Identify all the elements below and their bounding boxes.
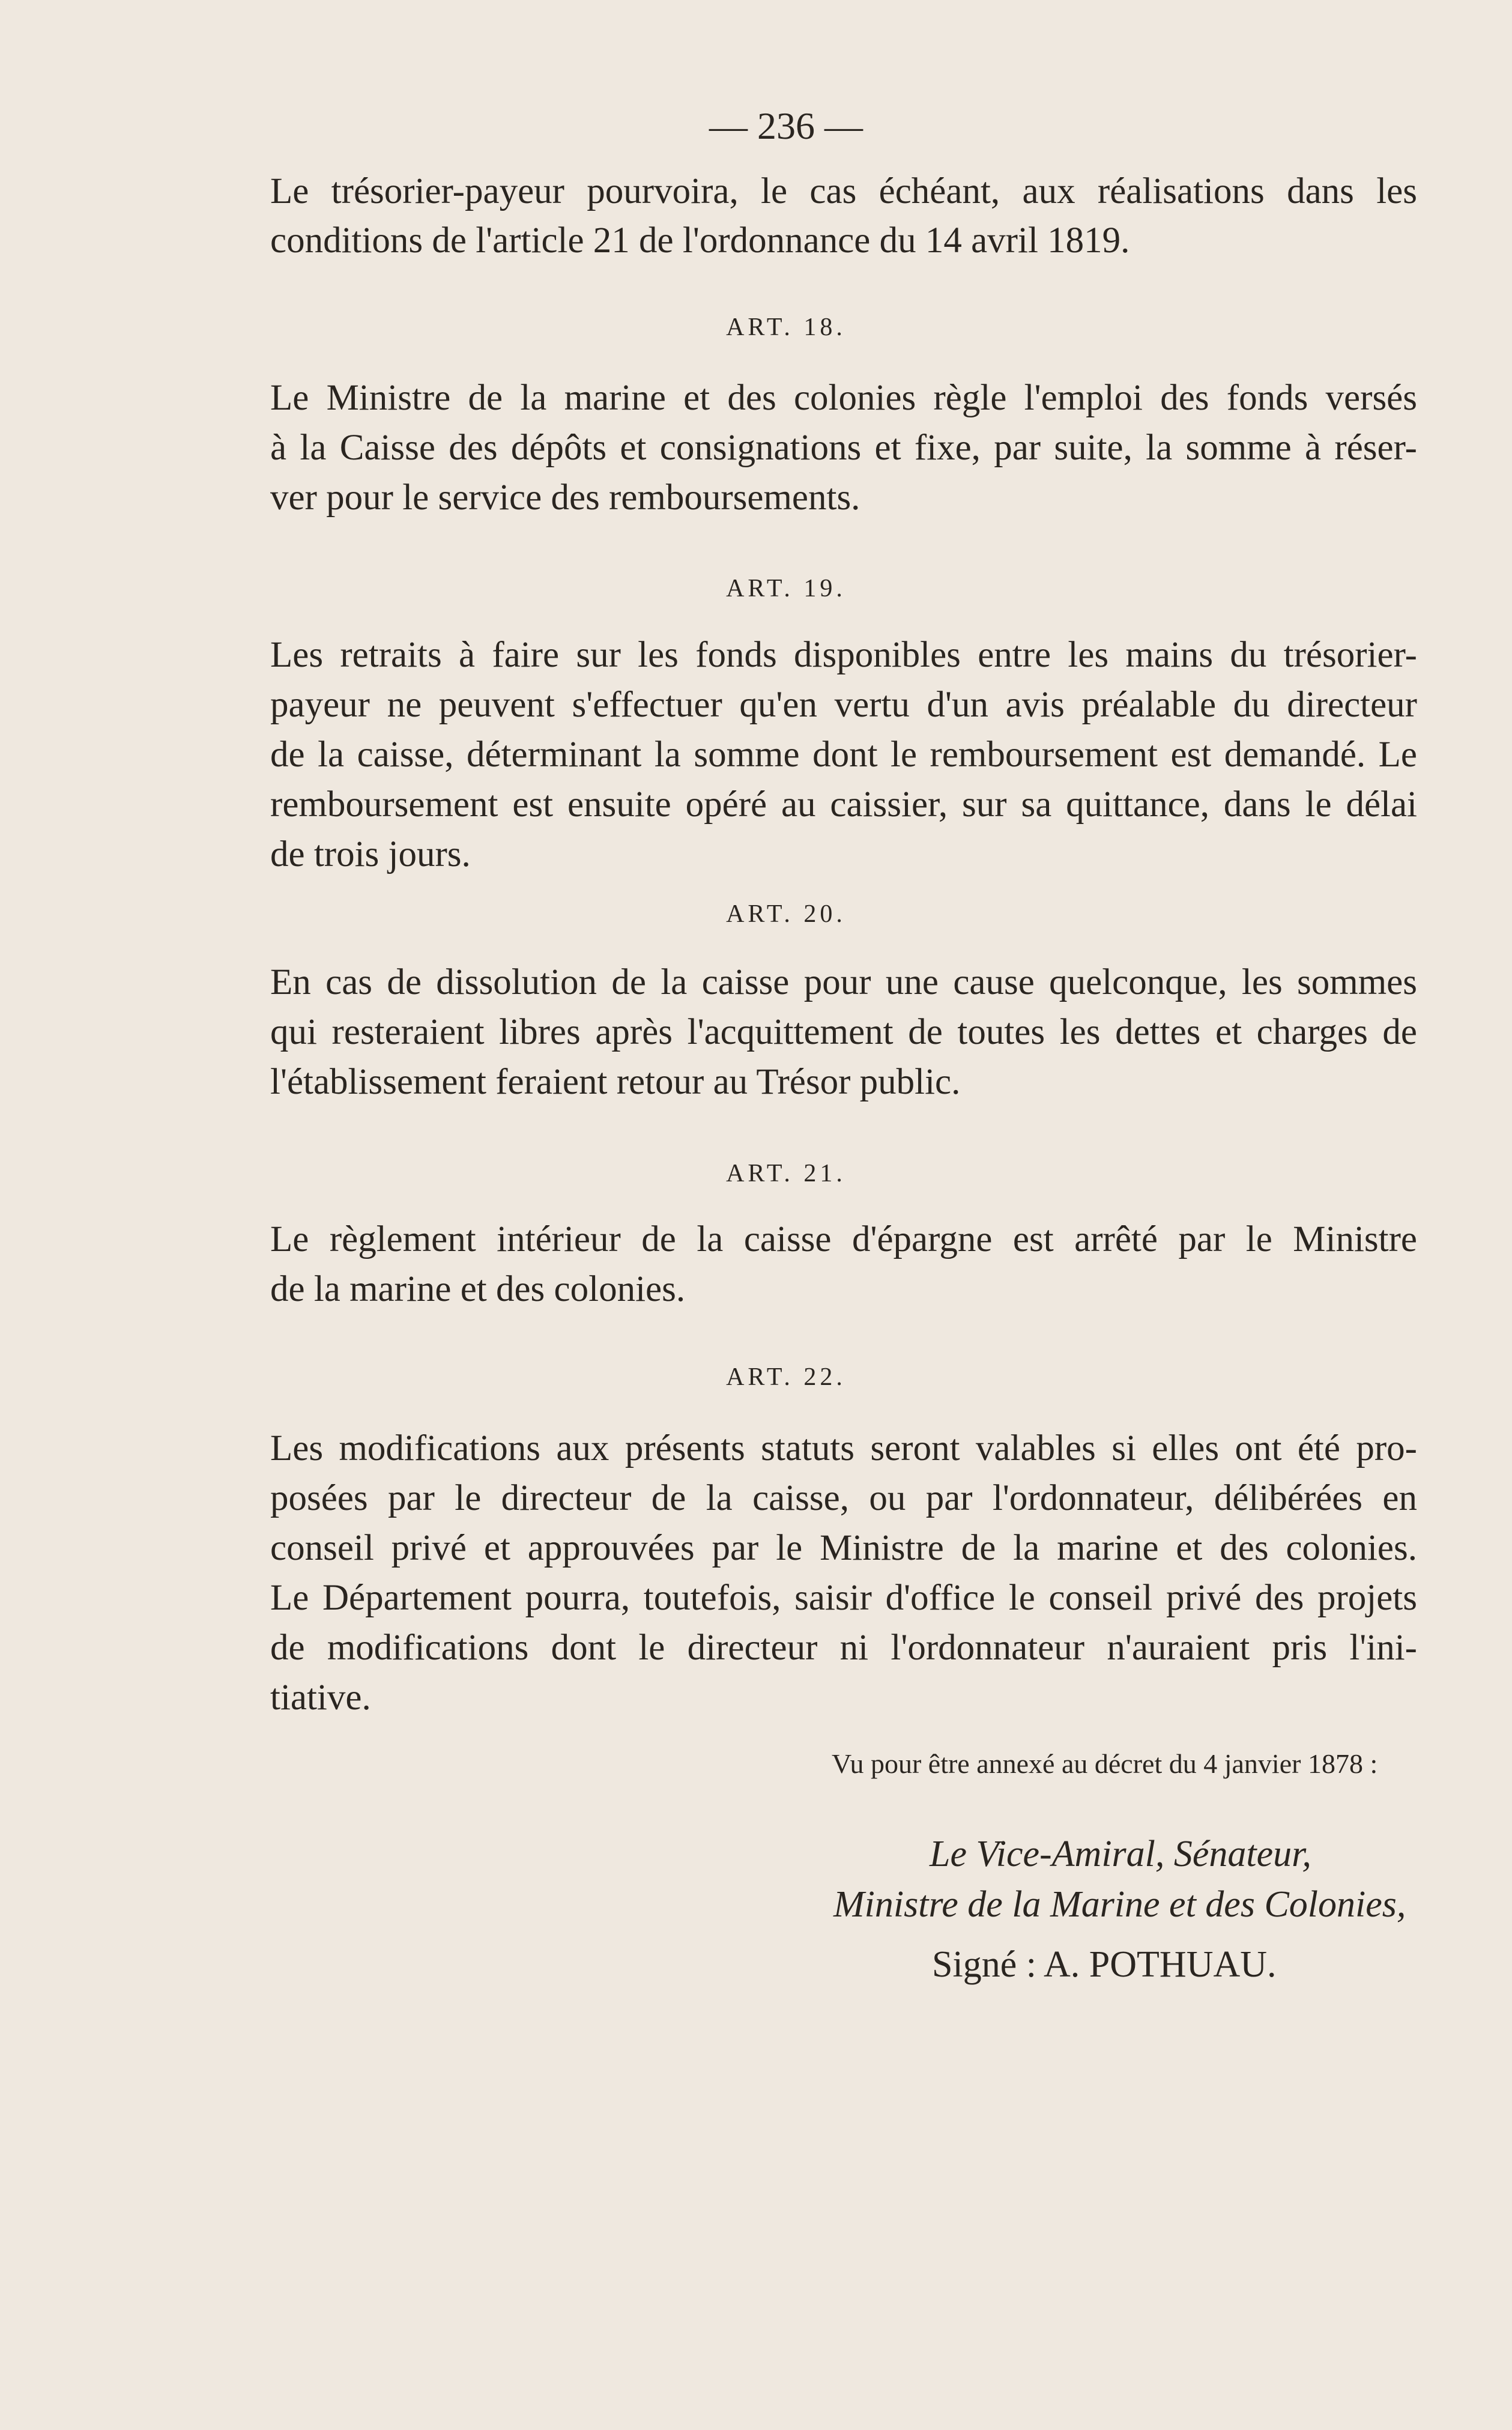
article-heading: ART. 18. xyxy=(726,314,846,341)
paragraph-line: de modifications dont le directeur ni l'ordonnateur n'auraient pris l'ini- xyxy=(270,1628,1417,1668)
paragraph-line: ver pour le service des remboursements. xyxy=(270,477,860,518)
paragraph-line: de la caisse, déterminant la somme dont le remboursement est demandé. Le xyxy=(270,735,1417,775)
paragraph-line: l'établissement feraient retour au Trésor public. xyxy=(270,1062,961,1102)
page-number: — 236 — xyxy=(709,105,863,147)
signature-name: Signé : A. POTHUAU. xyxy=(932,1944,1277,1985)
paragraph-line: posées par le directeur de la caisse, ou par l'ordonnateur, délibérées en xyxy=(270,1478,1417,1518)
paragraph-line: conseil privé et approuvées par le Ministre de la marine et des colonies. xyxy=(270,1528,1417,1568)
paragraph-line: conditions de l'article 21 de l'ordonnance du 14 avril 1819. xyxy=(270,220,1130,261)
paragraph-line: Le règlement intérieur de la caisse d'épargne est arrêté par le Ministre xyxy=(270,1219,1417,1259)
paragraph-line: tiative. xyxy=(270,1677,371,1718)
paragraph-line: payeur ne peuvent s'effectuer qu'en vertu d'un avis préalable du directeur xyxy=(270,685,1417,725)
paragraph-line: qui resteraient libres après l'acquittement de toutes les dettes et charges de xyxy=(270,1012,1417,1052)
paragraph-line: de la marine et des colonies. xyxy=(270,1269,686,1309)
article-heading: ART. 19. xyxy=(726,575,846,602)
visa-line: Vu pour être annexé au décret du 4 janvier 1878 : xyxy=(832,1748,1378,1779)
paragraph-line: Le Ministre de la marine et des colonies règle l'emploi des fonds versés xyxy=(270,378,1417,418)
paragraph-line: Le Département pourra, toutefois, saisir d'office le conseil privé des projets xyxy=(270,1578,1417,1618)
article-heading: ART. 20. xyxy=(726,900,846,928)
paragraph-line: de trois jours. xyxy=(270,834,471,874)
paragraph-line: Le trésorier-payeur pourvoira, le cas échéant, aux réalisations dans les xyxy=(270,171,1417,211)
paragraph-line: Les modifications aux présents statuts seront valables si elles ont été pro- xyxy=(270,1428,1417,1468)
paragraph-line: En cas de dissolution de la caisse pour une cause quelconque, les sommes xyxy=(270,962,1417,1002)
article-heading: ART. 21. xyxy=(726,1160,846,1187)
article-heading: ART. 22. xyxy=(726,1363,846,1391)
paragraph-line: Les retraits à faire sur les fonds disponibles entre les mains du trésorier- xyxy=(270,635,1417,675)
paragraph-line: à la Caisse des dépôts et consignations et fixe, par suite, la somme à réser- xyxy=(270,428,1417,468)
paragraph-line: remboursement est ensuite opéré au caissier, sur sa quittance, dans le délai xyxy=(270,784,1417,825)
signature-office: Ministre de la Marine et des Colonies, xyxy=(833,1884,1406,1925)
signature-title: Le Vice-Amiral, Sénateur, xyxy=(930,1834,1311,1874)
